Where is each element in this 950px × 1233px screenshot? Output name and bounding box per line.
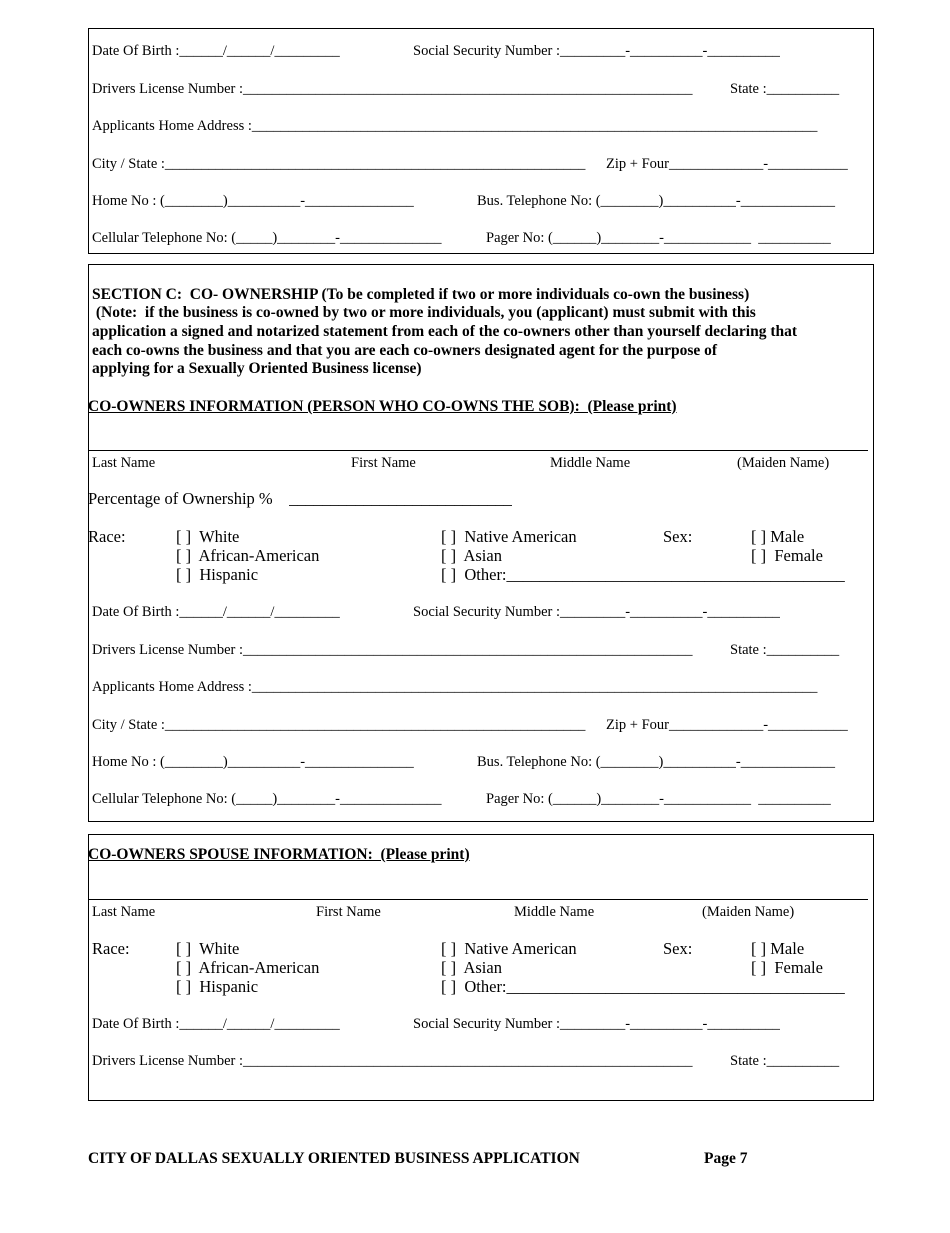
pager-field[interactable]: Pager No: (______)________-____________ __________	[486, 791, 831, 807]
section-c-line: each co-owns the business and that you are each co-owners designated agent for the purpose of	[92, 342, 718, 359]
race-african-american-checkbox[interactable]: [ ] African-American	[176, 546, 320, 565]
applicant-info-box	[88, 28, 874, 254]
maiden-name-label: (Maiden Name)	[702, 904, 795, 920]
zip-field[interactable]: Zip + Four_____________-___________	[606, 717, 848, 733]
race-other-field[interactable]: [ ] Other:_________________________________________	[441, 977, 845, 996]
cell-phone-field[interactable]: Cellular Telephone No: (_____)________-______________	[92, 791, 442, 807]
race-hispanic-checkbox[interactable]: [ ] Hispanic	[176, 565, 259, 584]
bus-phone-field[interactable]: Bus. Telephone No: (________)__________-_____________	[477, 754, 835, 770]
section-c-line: applying for a Sexually Oriented Business license)	[92, 360, 422, 377]
page-number: Page 7	[704, 1150, 748, 1167]
section-c-line: application a signed and notarized statement from each of the co-owners other than yourself declaring that	[92, 323, 798, 340]
ssn-field[interactable]: Social Security Number :_________-__________-__________	[413, 604, 780, 620]
pager-field[interactable]: Pager No: (______)________-____________ __________	[486, 230, 831, 246]
sex-male-checkbox[interactable]: [ ] Male	[751, 527, 805, 546]
state-field[interactable]: State :__________	[730, 1053, 840, 1069]
home-phone-field[interactable]: Home No : (________)__________-_______________	[92, 193, 414, 209]
race-hispanic-checkbox[interactable]: [ ] Hispanic	[176, 977, 259, 996]
race-white-checkbox[interactable]: [ ] White	[176, 527, 240, 546]
ssn-field[interactable]: Social Security Number :_________-__________-__________	[413, 43, 780, 59]
co-owner-name-line[interactable]	[88, 450, 868, 451]
co-owner-heading: CO-OWNERS INFORMATION (PERSON WHO CO-OWNS THE SOB): (Please print)	[88, 398, 677, 415]
sex-label: Sex:	[663, 939, 693, 958]
dob-field[interactable]: Date Of Birth :______/______/_________	[92, 43, 340, 59]
state-field[interactable]: State :__________	[730, 642, 840, 658]
city-state-field[interactable]: City / State :__________________________________________________________	[92, 717, 586, 733]
spouse-heading: CO-OWNERS SPOUSE INFORMATION: (Please print)	[88, 846, 470, 863]
section-c-line: (Note: if the business is co-owned by two or more individuals, you (applicant) must submit with this	[92, 304, 756, 321]
home-address-field[interactable]: Applicants Home Address :______________________________________________________________________________	[92, 679, 818, 695]
dob-field[interactable]: Date Of Birth :______/______/_________	[92, 1016, 340, 1032]
drivers-license-field[interactable]: Drivers License Number :______________________________________________________________	[92, 81, 693, 97]
cell-phone-field[interactable]: Cellular Telephone No: (_____)________-______________	[92, 230, 442, 246]
sex-label: Sex:	[663, 527, 693, 546]
city-state-field[interactable]: City / State :__________________________________________________________	[92, 156, 586, 172]
middle-name-label: Middle Name	[514, 904, 595, 920]
zip-field[interactable]: Zip + Four_____________-___________	[606, 156, 848, 172]
sex-male-checkbox[interactable]: [ ] Male	[751, 939, 805, 958]
first-name-label: First Name	[316, 904, 381, 920]
footer-title: CITY OF DALLAS SEXUALLY ORIENTED BUSINESS APPLICATION	[88, 1150, 580, 1167]
first-name-label: First Name	[351, 455, 416, 471]
drivers-license-field[interactable]: Drivers License Number :______________________________________________________________	[92, 642, 693, 658]
ownership-percentage-field[interactable]: Percentage of Ownership % ___________________________	[88, 489, 512, 508]
race-label: Race:	[92, 939, 130, 958]
sex-female-checkbox[interactable]: [ ] Female	[751, 546, 823, 565]
race-asian-checkbox[interactable]: [ ] Asian	[441, 958, 502, 977]
race-white-checkbox[interactable]: [ ] White	[176, 939, 240, 958]
sex-female-checkbox[interactable]: [ ] Female	[751, 958, 823, 977]
bus-phone-field[interactable]: Bus. Telephone No: (________)__________-_____________	[477, 193, 835, 209]
dob-field[interactable]: Date Of Birth :______/______/_________	[92, 604, 340, 620]
maiden-name-label: (Maiden Name)	[737, 455, 830, 471]
home-address-field[interactable]: Applicants Home Address :______________________________________________________________________________	[92, 118, 818, 134]
ssn-field[interactable]: Social Security Number :_________-__________-__________	[413, 1016, 780, 1032]
section-c-line: SECTION C: CO- OWNERSHIP (To be completed if two or more individuals co-own the business)	[92, 286, 750, 303]
race-native-american-checkbox[interactable]: [ ] Native American	[441, 527, 577, 546]
race-other-field[interactable]: [ ] Other:_________________________________________	[441, 565, 845, 584]
race-label: Race:	[88, 527, 126, 546]
last-name-label: Last Name	[92, 904, 156, 920]
race-native-american-checkbox[interactable]: [ ] Native American	[441, 939, 577, 958]
home-phone-field[interactable]: Home No : (________)__________-_______________	[92, 754, 414, 770]
state-field[interactable]: State :__________	[730, 81, 840, 97]
last-name-label: Last Name	[92, 455, 156, 471]
middle-name-label: Middle Name	[550, 455, 631, 471]
spouse-name-line[interactable]	[88, 899, 868, 900]
race-african-american-checkbox[interactable]: [ ] African-American	[176, 958, 320, 977]
drivers-license-field[interactable]: Drivers License Number :______________________________________________________________	[92, 1053, 693, 1069]
race-asian-checkbox[interactable]: [ ] Asian	[441, 546, 502, 565]
